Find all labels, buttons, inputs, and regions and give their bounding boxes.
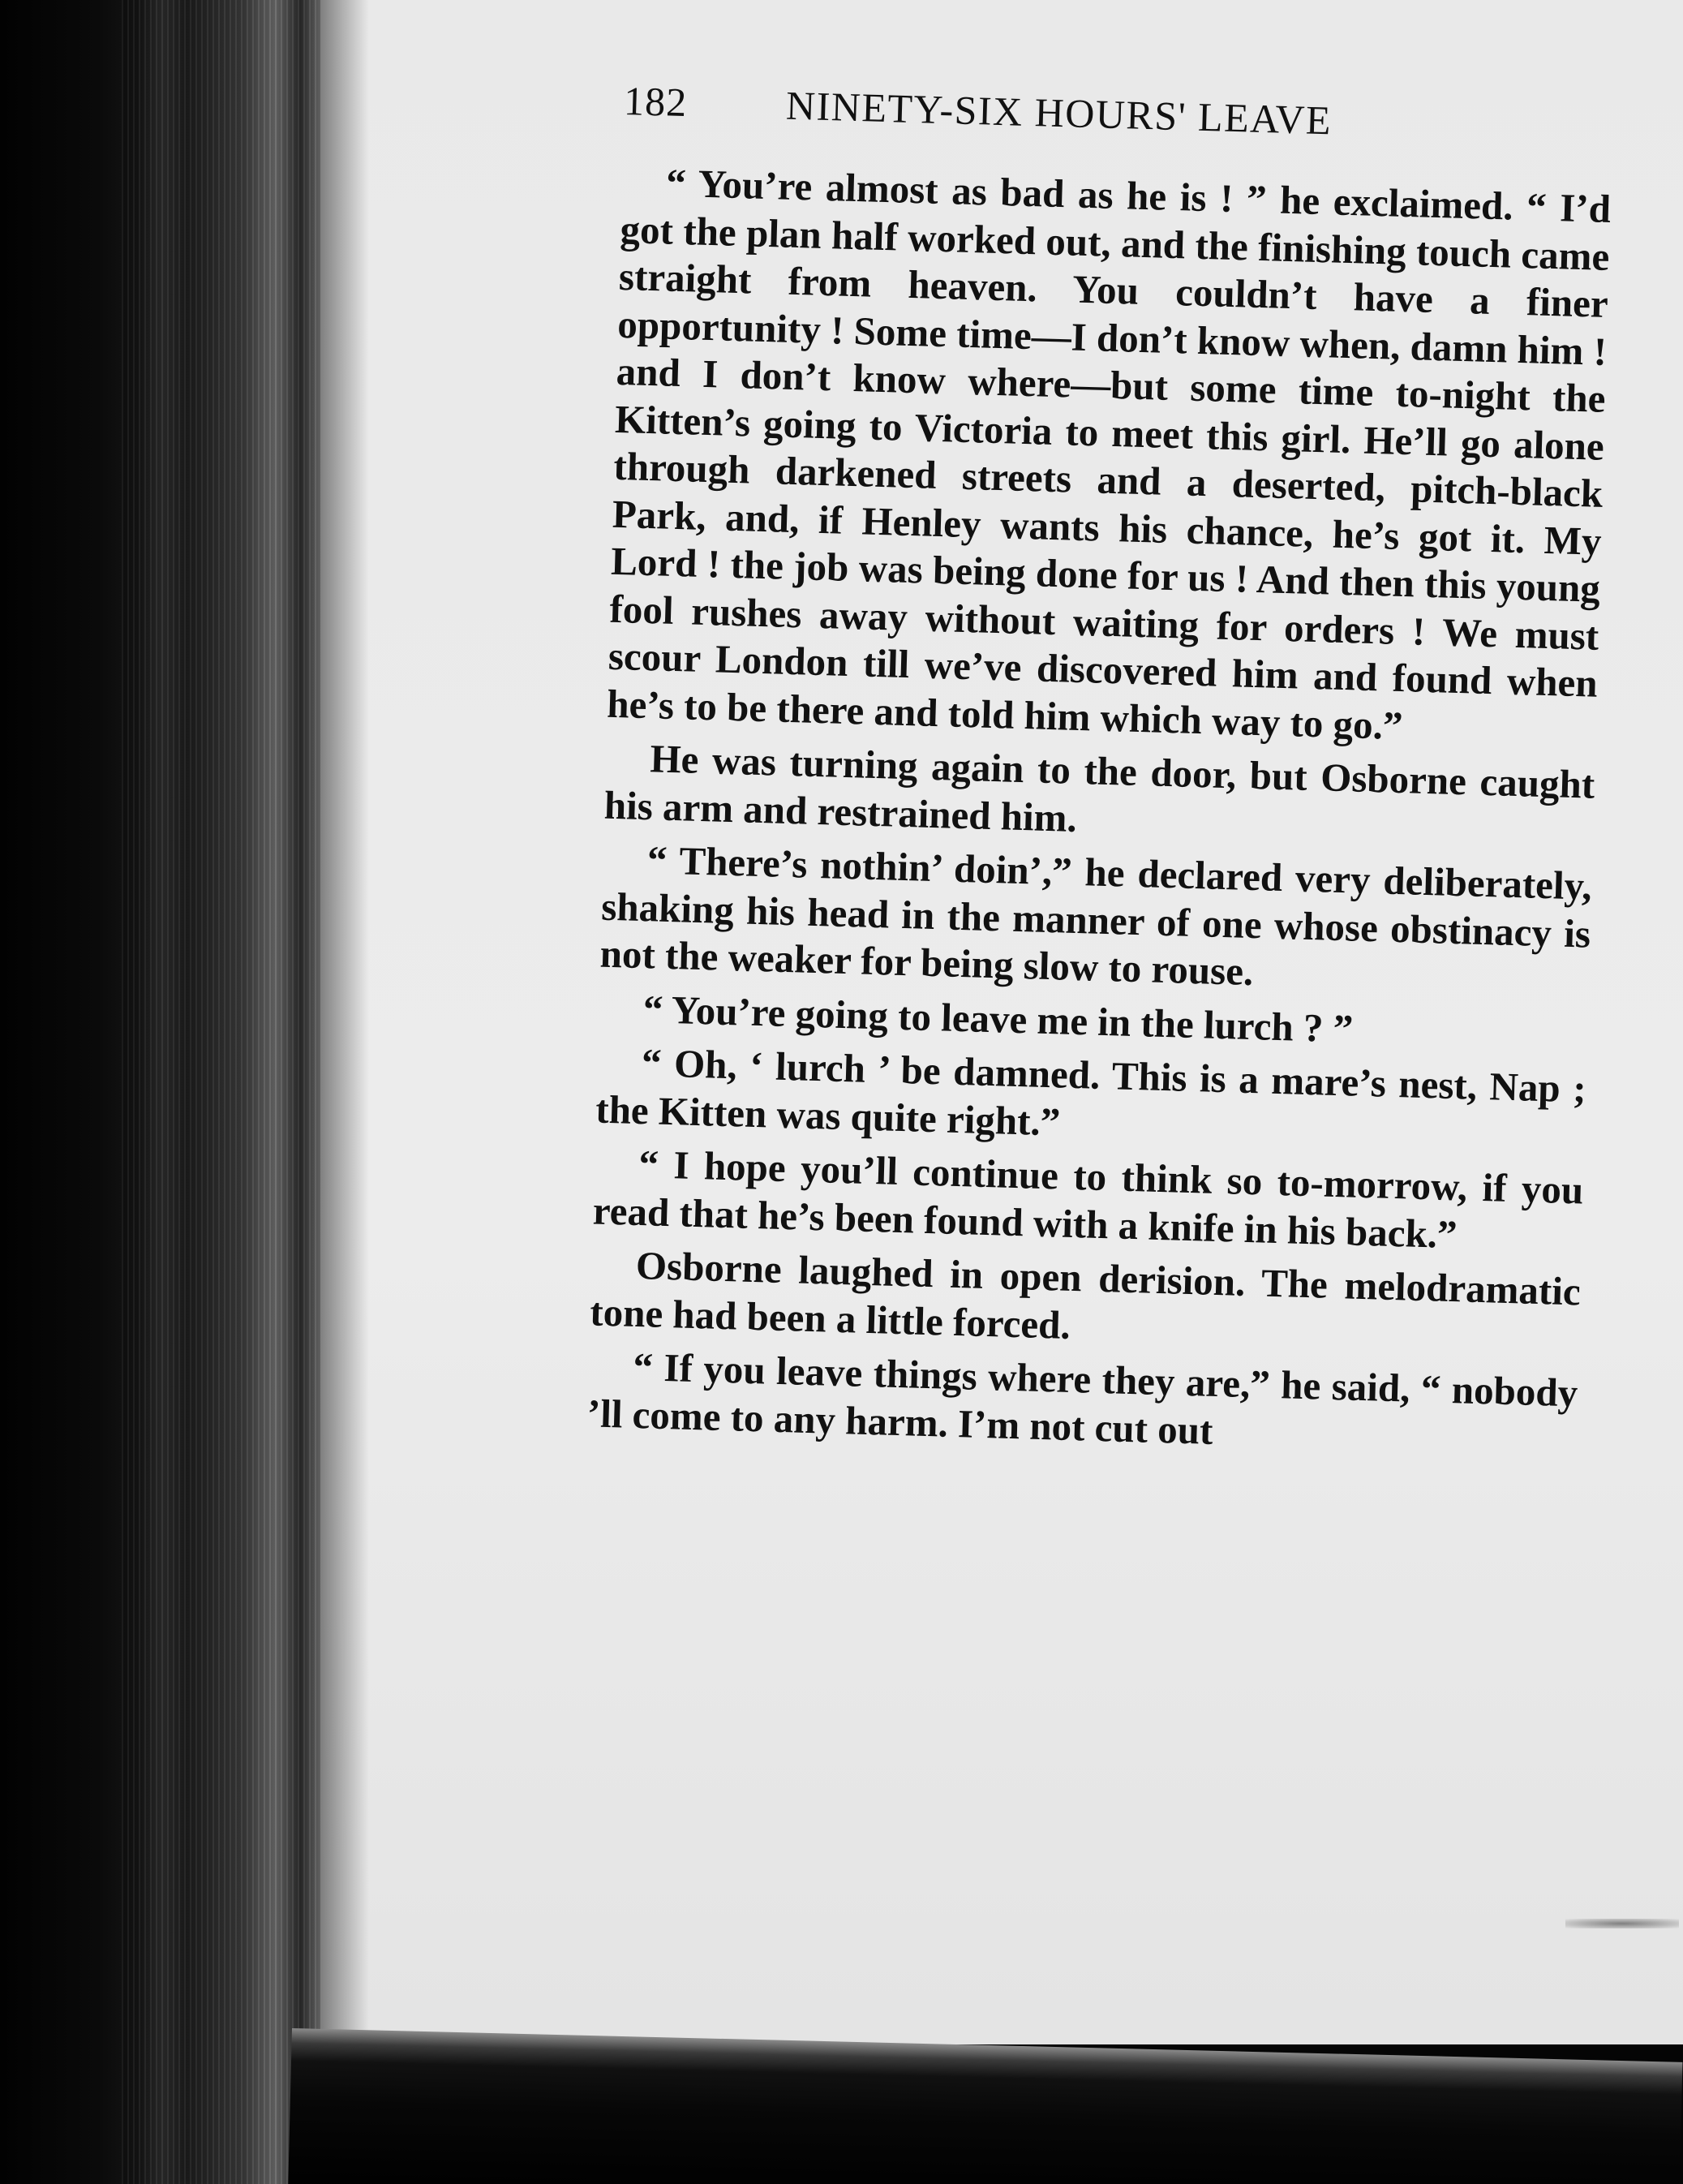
paragraph: “ I hope you’ll continue to think so to-morrow, if you read that he’s been found with a knife in his back.” bbox=[592, 1141, 1584, 1257]
paragraph: “ There’s nothin’ doin’,” he declared very deliberately, shaking his head in the manner of one whose obstinacy is not the weaker for being slow to rouse. bbox=[599, 837, 1593, 995]
page-text-block bbox=[586, 77, 1614, 1471]
paragraph: “ If you leave things where they are,” he said, “ nobody ’ll come to any harm. I’m not cut out bbox=[586, 1344, 1578, 1453]
scan-smudge bbox=[1565, 1919, 1679, 1928]
running-title: NINETY-SIX HOURS' LEAVE bbox=[785, 82, 1333, 144]
page-edges bbox=[122, 0, 333, 2184]
page-number: 182 bbox=[623, 77, 688, 126]
paragraph: “ Oh, ‘ lurch ’ be damned. This is a mare’s nest, Nap ; the Kitten was quite right.” bbox=[595, 1040, 1587, 1144]
gutter-shadow bbox=[320, 0, 369, 2044]
book-bottom-edge bbox=[288, 2028, 1682, 2184]
paragraph: “ You’re going to leave me in the lurch ? ” bbox=[642, 986, 1354, 1051]
paragraph: He was turning again to the door, but Osborne caught his arm and restrained him. bbox=[603, 736, 1595, 840]
paragraph: Osborne laughed in open derision. The melodramatic tone had been a little forced. bbox=[589, 1242, 1582, 1348]
paragraph: “ You’re almost as bad as he is ! ” he exclaimed. “ I’d got the plan half worked out, and the finishing touch came straight from heaven. You couldn’t have a finer opportunity ! Some time—I don’t know when, damn him ! and I don’t know where—but some time to-night the Kitten’s going to Victoria to meet this girl. He’ll go alone through darkened streets and a deserted, pitch-black Park, and, if Henley wants his chance, he’s got it. My Lord ! the job was being done for us ! And then this young fool rushes away without waiting for orders ! We must scour London till we’ve discovered him and found when he’s to be there and told him which way to go.” bbox=[606, 160, 1612, 748]
